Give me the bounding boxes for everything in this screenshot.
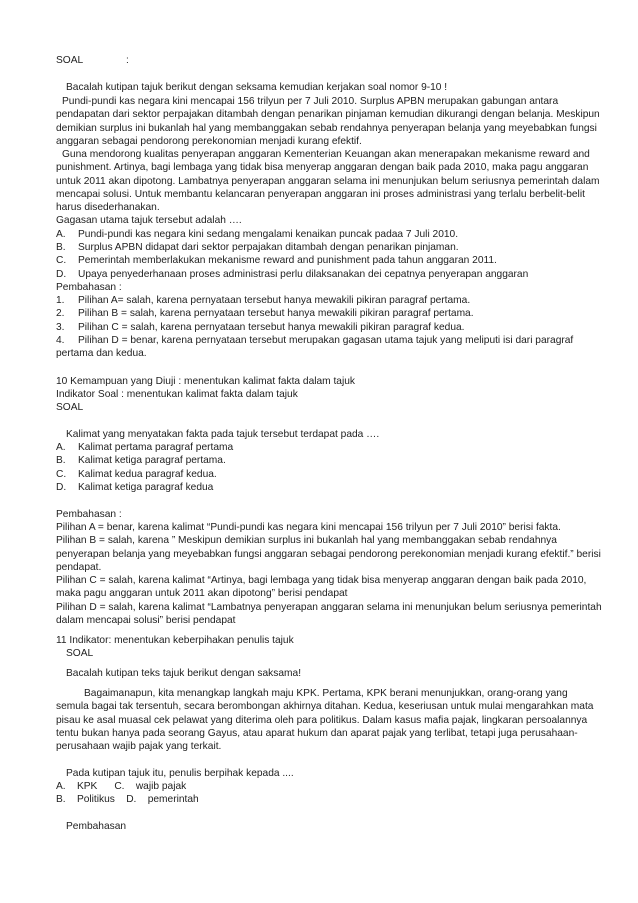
option-text: Upaya penyederhanaan proses administrasi perlu dilaksanakan dei cepatnya penyerapan anggaran <box>78 269 529 280</box>
option-letter: C. <box>56 469 67 480</box>
option-letter: B. <box>56 455 66 466</box>
q11-question: Pada kutipan tajuk itu, penulis berpihak kepada .... <box>66 768 294 779</box>
q9-passage-line: untuk 2011 akan dipotong. Lambatnya penyerapan anggaran selama ini menunjukan belum seriusnya pemerintah dalam <box>56 176 600 187</box>
q9-passage-line: anggaran sebagai pendorong perekonomian menjadi kurang efektif. <box>56 136 362 147</box>
q11-passage-line: Bagaimanapun, kita menangkap langkah maju KPK. Pertama, KPK berani menunjukkan, orang-orang yang <box>84 688 568 699</box>
q10-pembahasan-line: maka pagu anggaran untuk 2011 akan dipotong” berisi pendapat <box>56 588 348 599</box>
item-text: Pilihan A= salah, karena pernyataan tersebut hanya mewakili pikiran paragraf pertama. <box>78 295 471 306</box>
item-number: 2. <box>56 308 65 319</box>
item-text: Pilihan B = salah, karena pernyataan tersebut hanya mewakili pikiran paragraf pertama. <box>78 308 474 319</box>
q9-passage-line: Guna mendorong kualitas penyerapan anggaran Kementerian Keuangan akan menerapakan mekanisme reward and <box>62 149 590 160</box>
soal-colon: : <box>126 55 129 66</box>
soal-heading <box>56 54 129 67</box>
q10-indikator: Indikator Soal : menentukan kalimat fakta dalam tajuk <box>56 389 298 400</box>
item-text: Pilihan D = benar, karena pernyataan tersebut merupakan gagasan utama tajuk yang meliputi isi dari paragraf <box>78 335 574 346</box>
q10-soal: SOAL <box>56 402 84 413</box>
item-text: Pilihan C = salah, karena pernyataan tersebut hanya mewakili pikiran paragraf kedua. <box>78 322 465 333</box>
q10-pembahasan-line: Pilihan A = benar, karena kalimat “Pundi-pundi kas negara kini mencapai 156 trilyun per 7 Juli 2010” berisi fakta. <box>56 522 561 533</box>
option-text: Pundi-pundi kas negara kini sedang mengalami kenaikan puncak padaa 7 Juli 2010. <box>78 229 459 240</box>
q11-passage-line: semula bagai tak tersentuh, secara berombongan akhirnya ditahan. Kedua, keseriusan untuk mulai mengarahkan mata <box>56 701 594 712</box>
option-text: Kalimat pertama paragraf pertama <box>78 442 234 453</box>
option-letter: C. <box>56 255 67 266</box>
option-letter: D. <box>56 269 67 280</box>
q11-instruction: Bacalah kutipan teks tajuk berikut dengan saksama! <box>66 668 302 679</box>
q10-pembahasan-line: penyerapan belanja yang meyebabkan fungsi anggaran sebagai pendorong perekonomian menjadi kurang efektif.” berisi <box>56 549 601 560</box>
option-text: Kalimat kedua paragraf kedua. <box>78 469 217 480</box>
q11-passage-line: pisau ke asal muasal cek pelawat yang diterima oleh para politikus. Dalam kasus mafia pajak, lingkaran persoalannya <box>56 715 588 726</box>
q10-pembahasan-line: Pilihan C = salah, karena kalimat “Artinya, bagi lembaga yang tidak bisa menyerap anggaran dengan baik pada 2010, <box>56 575 587 586</box>
item-number: 4. <box>56 335 65 346</box>
q9-passage-line: harus disederhanakan. <box>56 202 160 213</box>
q10-heading: 10 Kemampuan yang Diuji : menentukan kalimat fakta dalam tajuk <box>56 376 355 387</box>
q9-question: Gagasan utama tajuk tersebut adalah …. <box>56 215 242 226</box>
q9-passage-line: punishment. Artinya, bagi lembaga yang tidak bisa menyerap anggaran dengan baik pada 2010, maka pagu anggaran <box>56 162 589 173</box>
q9-passage-line: demikian surplus ini bukanlah hal yang membanggakan sebab rendahnya penyerapan belanja yang meyebabkan fungsi <box>56 123 597 134</box>
q9-passage-line: Pundi-pundi kas negara kini mencapai 156 trilyun per 7 Juli 2010. Surplus APBN merupakan gabungan antara <box>62 96 559 107</box>
option-letter: D. <box>56 482 67 493</box>
option-text: Kalimat ketiga paragraf pertama. <box>78 455 226 466</box>
q11-passage-line: perusahaan wajib pajak yang terkait. <box>56 741 222 752</box>
q11-options-row: B. Politikus D. pemerintah <box>56 794 199 805</box>
q9-passage-line: mencapai solusi. Untuk membantu kelancaran penyerapan anggaran ini proses administrasi yang terlalu berbelit-belit <box>56 189 585 200</box>
option-letter: B. <box>56 242 66 253</box>
q10-pembahasan-label: Pembahasan : <box>56 509 122 520</box>
item-number: 3. <box>56 322 65 333</box>
q11-soal: SOAL <box>66 648 94 659</box>
q11-pembahasan-label: Pembahasan <box>66 821 127 832</box>
q9-pembahasan-label: Pembahasan : <box>56 282 122 293</box>
option-text: Surplus APBN didapat dari sektor perpajakan ditambah dengan penarikan pinjaman. <box>78 242 459 253</box>
q10-pembahasan-line: Pilihan B = salah, karena ” Meskipun demikian surplus ini bukanlah hal yang membanggakan sebab rendahnya <box>56 535 557 546</box>
q10-pembahasan-line: dalam mencapai solusi” berisi pendapat <box>56 615 236 626</box>
q11-options-row: A. KPK C. wajib pajak <box>56 781 187 792</box>
option-letter: A. <box>56 229 66 240</box>
q9-instruction: Bacalah kutipan tajuk berikut dengan seksama kemudian kerjakan soal nomor 9-10 ! <box>66 82 448 93</box>
q11-passage-line: tentu bukan hanya pada seorang Gayus, atau aparat hukum dan aparat pajak yang terlibat, tetapi juga perusahaan- <box>56 728 578 739</box>
q9-pembahasan-cont: pertama dan kedua. <box>56 348 147 359</box>
q9-passage-line: pendapatan dari sektor perpajakan ditambah dengan penarikan pinjaman kemudian dikurangi dengan belanja. Meskipun <box>56 109 600 120</box>
soal-label: SOAL <box>56 55 84 66</box>
q10-pembahasan-line: Pilihan D = salah, karena kalimat “Lambatnya penyerapan anggaran selama ini menunjukan belum seriusnya pemerintah <box>56 602 602 613</box>
q10-pembahasan-line: pendapat. <box>56 562 102 573</box>
option-text: Pemerintah memberlakukan mekanisme reward and punishment pada tahun anggaran 2011. <box>78 255 497 266</box>
option-text: Kalimat ketiga paragraf kedua <box>78 482 214 493</box>
item-number: 1. <box>56 295 65 306</box>
q11-heading: 11 Indikator: menentukan keberpihakan penulis tajuk <box>56 635 294 646</box>
q10-question: Kalimat yang menyatakan fakta pada tajuk tersebut terdapat pada …. <box>66 429 380 440</box>
option-letter: A. <box>56 442 66 453</box>
